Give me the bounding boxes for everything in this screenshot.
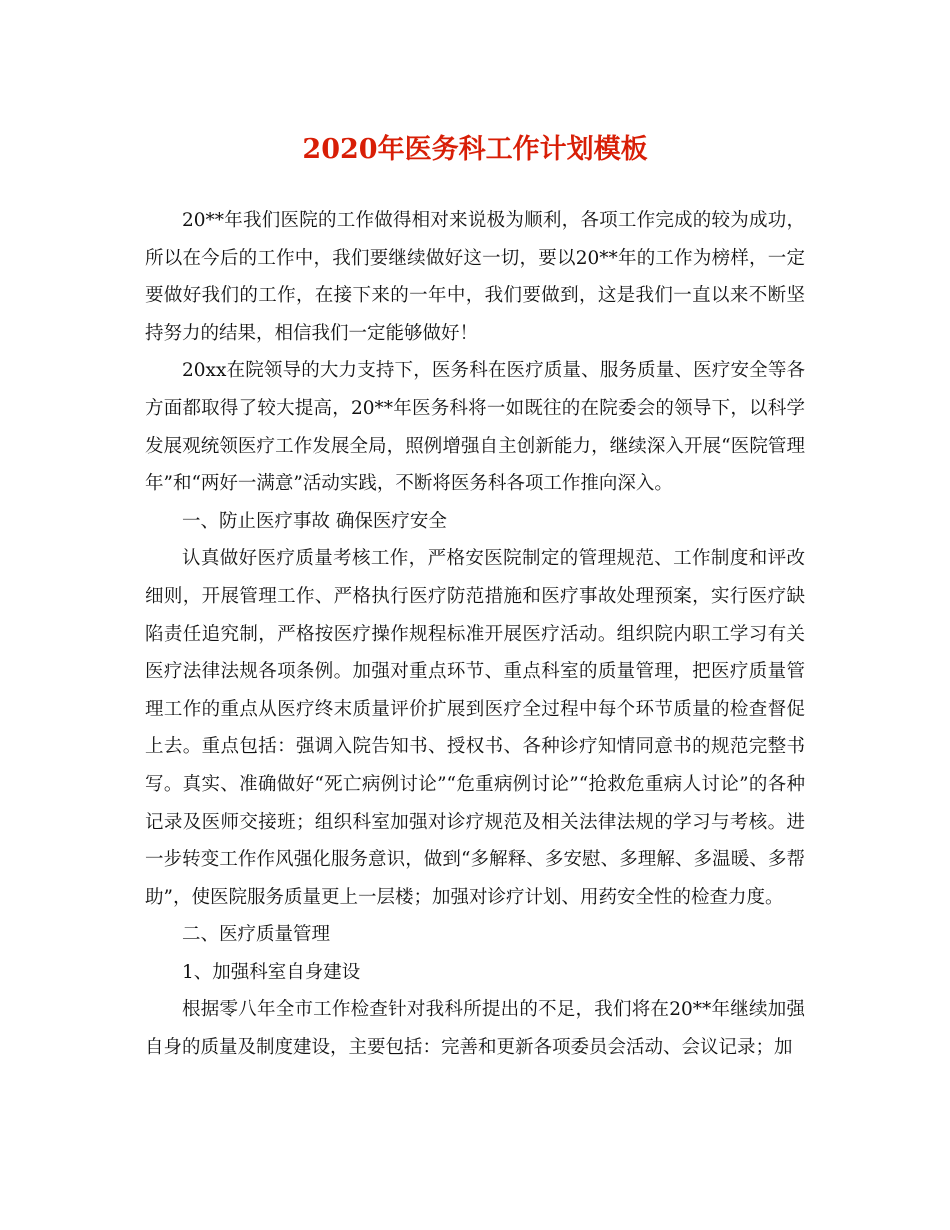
section-heading-1: 一、防止医疗事故 确保医疗安全 <box>182 510 447 532</box>
subsection-heading-1: 1、加强科室自身建设 <box>182 961 361 983</box>
paragraph-subsection-1: 根据零八年全市工作检查针对我科所提出的不足，我们将在20**年继续加强自身的质量及制度建设，主要包括：完善和更新各项委员会活动、会议记录；加 <box>145 999 805 1059</box>
paragraph-intro: 20**年我们医院的工作做得相对来说极为顺利，各项工作完成的较为成功，所以在今后的工作中，我们要继续做好这一切，要以20**年的工作为榜样，一定要做好我们的工作，在接下来的一年中，我们要做到，这是我们一直以来不断坚持努力的结果，相信我们一定能够做好！ <box>145 210 805 344</box>
paragraph-summary: 20xx在院领导的大力支持下，医务科在医疗质量、服务质量、医疗安全等各方面都取得了较大提高，20**年医务科将一如既往的在院委会的领导下，以科学发展观统领医疗工作发展全局，照例增强自主创新能力，继续深入开展“医院管理年”和“两好一满意”活动实践，不断将医务科各项工作推向深入。 <box>145 360 805 495</box>
section-heading-2: 二、医疗质量管理 <box>182 924 331 946</box>
document-title: 2020年医务科工作计划模板 <box>302 134 648 165</box>
document-body <box>145 202 805 1067</box>
paragraph-section-1: 认真做好医疗质量考核工作，严格安医院制定的管理规范、工作制度和评改细则，开展管理工作、严格执行医疗防范措施和医疗事故处理预案，实行医疗缺陷责任追究制，严格按医疗操作规程标准开展医疗活动。组织院内职工学习有关医疗法律法规各项条例。加强对重点环节、重点科室的质量管理，把医疗质量管理工作的重点从医疗终末质量评价扩展到医疗全过程中每个环节质量的检查督促上去。重点包括：强调入院告知书、授权书、各种诊疗知情同意书的规范完整书写。真实、准确做好“死亡病例讨论”“危重病例讨论”“抢救危重病人讨论”的各种记录及医师交接班；组织科室加强对诊疗规范及相关法律法规的学习与考核。进一步转变工作作风强化服务意识，做到“多解释、多安慰、多理解、多温暖、多帮助”，使医院服务质量更上一层楼；加强对诊疗计划、用药安全性的检查力度。 <box>145 548 805 908</box>
